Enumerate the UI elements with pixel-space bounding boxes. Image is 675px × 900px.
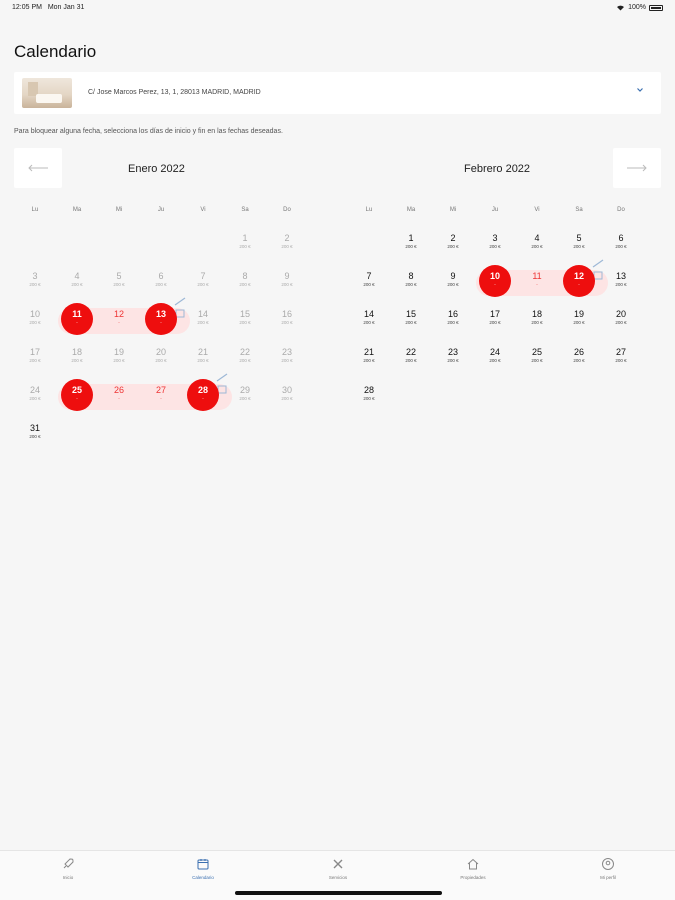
wifi-icon: [616, 4, 625, 11]
day-price: 200 €: [615, 244, 627, 249]
day-price: 200 €: [29, 282, 41, 287]
arrow-left-icon: [27, 164, 49, 172]
selected-day-marker: [61, 379, 93, 411]
day-number: 6: [158, 271, 164, 281]
day-number: 3: [492, 233, 498, 243]
day-number: 28: [363, 385, 374, 395]
day-price: 200 €: [281, 282, 293, 287]
day-price: 200 €: [71, 282, 83, 287]
day-price: 200 €: [113, 282, 125, 287]
selected-day-marker: [187, 379, 219, 411]
selected-day-marker: [61, 303, 93, 335]
weekday-label: Ju: [157, 207, 165, 213]
day-number: 26: [113, 385, 124, 395]
day-number: 8: [242, 271, 248, 281]
day-cell[interactable]: [14, 343, 56, 377]
day-price: 200 €: [155, 358, 167, 363]
day-number: 14: [363, 309, 374, 319]
day-number: 18: [531, 309, 542, 319]
day-cell[interactable]: [14, 419, 56, 453]
weekday-label: Mi: [449, 207, 457, 213]
day-cell[interactable]: [182, 305, 224, 339]
day-price: 200 €: [197, 320, 209, 325]
day-number: 19: [113, 347, 124, 357]
day-cell[interactable]: [516, 343, 558, 377]
day-price: 200 €: [29, 396, 41, 401]
house-icon: [466, 857, 480, 871]
tab-calendario[interactable]: [163, 857, 243, 880]
day-number: 7: [200, 271, 206, 281]
day-price: -: [160, 320, 162, 325]
day-number: 12: [113, 309, 124, 319]
weekday-label: Vi: [534, 207, 540, 213]
day-price: 200 €: [239, 396, 251, 401]
day-cell[interactable]: [600, 229, 642, 263]
day-number: 4: [74, 271, 80, 281]
day-cell[interactable]: [516, 229, 558, 263]
day-price: 200 €: [615, 282, 627, 287]
day-cell[interactable]: [558, 305, 600, 339]
day-price: 200 €: [281, 358, 293, 363]
calendar-icon: [196, 857, 210, 871]
page-title: Calendario: [14, 42, 97, 61]
selected-day-marker: [145, 303, 177, 335]
day-number: 5: [116, 271, 122, 281]
day-number: 6: [618, 233, 624, 243]
day-number: 15: [405, 309, 416, 319]
weekday-label: Do: [283, 207, 291, 213]
status-time: [12, 4, 84, 11]
day-number: 15: [239, 309, 250, 319]
day-number: 20: [155, 347, 166, 357]
day-price: 200 €: [113, 358, 125, 363]
tab-propiedades[interactable]: [433, 857, 513, 880]
next-month-button[interactable]: [613, 148, 661, 188]
day-number: 10: [489, 271, 500, 281]
day-number: 7: [366, 271, 372, 281]
status-date: Mon Jan 31: [47, 4, 85, 11]
status-indicators: [616, 4, 663, 11]
day-price: 200 €: [155, 282, 167, 287]
day-number: 17: [489, 309, 500, 319]
day-number: 21: [197, 347, 208, 357]
selected-day-marker: [563, 265, 595, 297]
day-cell[interactable]: [140, 305, 182, 339]
day-number: 11: [532, 271, 542, 281]
day-number: 27: [155, 385, 166, 395]
day-cell[interactable]: [390, 305, 432, 339]
day-number: 18: [71, 347, 82, 357]
day-cell[interactable]: [14, 267, 56, 301]
property-address: C/ Jose Marcos Perez, 13, 1, 28013 MADRID, MADRID: [88, 89, 261, 96]
day-cell[interactable]: [266, 229, 308, 263]
day-cell[interactable]: [224, 381, 266, 415]
day-cell[interactable]: [224, 267, 266, 301]
day-cell[interactable]: [266, 305, 308, 339]
day-price: 200 €: [405, 358, 417, 363]
previous-month-button[interactable]: [14, 148, 62, 188]
day-price: 200 €: [239, 320, 251, 325]
day-cell[interactable]: [516, 305, 558, 339]
property-thumbnail: [22, 78, 72, 108]
day-price: 200 €: [363, 320, 375, 325]
day-cell[interactable]: [56, 305, 98, 339]
day-cell[interactable]: [348, 381, 390, 415]
day-number: 13: [155, 309, 166, 319]
tab-servicios[interactable]: [298, 857, 378, 880]
tab-mi-perfil[interactable]: [568, 857, 648, 880]
day-cell[interactable]: [516, 267, 558, 301]
weekday-label: Ma: [406, 207, 416, 213]
day-price: 200 €: [447, 320, 459, 325]
day-cell[interactable]: [98, 267, 140, 301]
day-cell[interactable]: [266, 343, 308, 377]
day-number: 1: [242, 233, 248, 243]
tab-label: Propiedades: [460, 875, 486, 880]
day-cell[interactable]: [474, 229, 516, 263]
day-number: 14: [197, 309, 208, 319]
day-price: 200 €: [489, 320, 501, 325]
day-cell[interactable]: [266, 381, 308, 415]
day-cell[interactable]: [56, 267, 98, 301]
day-price: 200 €: [71, 358, 83, 363]
day-number: 4: [534, 233, 540, 243]
day-number: 11: [72, 309, 82, 319]
day-cell[interactable]: [558, 267, 600, 301]
day-cell[interactable]: [390, 229, 432, 263]
day-price: -: [118, 320, 120, 325]
day-number: 16: [281, 309, 292, 319]
day-cell[interactable]: [140, 267, 182, 301]
day-price: 200 €: [531, 244, 543, 249]
day-price: 200 €: [615, 320, 627, 325]
weekday-label: Ma: [72, 207, 82, 213]
day-price: 200 €: [531, 320, 543, 325]
day-price: 200 €: [363, 358, 375, 363]
day-cell[interactable]: [182, 343, 224, 377]
day-cell[interactable]: [224, 343, 266, 377]
day-number: 9: [284, 271, 290, 281]
day-price: 200 €: [489, 244, 501, 249]
day-cell[interactable]: [348, 305, 390, 339]
day-price: 200 €: [447, 358, 459, 363]
day-cell[interactable]: [600, 267, 642, 301]
day-number: 10: [29, 309, 40, 319]
day-price: 200 €: [281, 320, 293, 325]
tools-icon: [331, 857, 345, 871]
day-price: -: [76, 320, 78, 325]
weekday-label: Lu: [31, 207, 39, 213]
day-cell[interactable]: [224, 305, 266, 339]
day-number: 31: [29, 423, 40, 433]
status-bar: [0, 0, 675, 16]
status-clock: 12:05 PM: [12, 4, 42, 11]
day-price: 200 €: [489, 358, 501, 363]
day-cell[interactable]: [432, 343, 474, 377]
day-price: 200 €: [29, 320, 41, 325]
day-cell[interactable]: [432, 229, 474, 263]
property-selector[interactable]: [14, 72, 661, 114]
day-number: 9: [450, 271, 456, 281]
day-price: 200 €: [363, 282, 375, 287]
day-number: 21: [363, 347, 374, 357]
day-cell[interactable]: [14, 381, 56, 415]
day-cell[interactable]: [600, 343, 642, 377]
day-price: 200 €: [363, 396, 375, 401]
day-cell[interactable]: [474, 305, 516, 339]
month-title-january: Enero 2022: [128, 163, 185, 175]
day-number: 28: [197, 385, 208, 395]
user-icon: [601, 857, 615, 871]
day-price: 200 €: [281, 244, 293, 249]
day-price: -: [536, 282, 538, 287]
day-cell[interactable]: [348, 267, 390, 301]
day-number: 27: [615, 347, 626, 357]
day-price: -: [118, 396, 120, 401]
day-cell[interactable]: [474, 267, 516, 301]
weekday-label: Lu: [365, 207, 373, 213]
day-price: 200 €: [239, 358, 251, 363]
day-price: 200 €: [405, 282, 417, 287]
day-cell[interactable]: [474, 343, 516, 377]
day-price: 200 €: [197, 282, 209, 287]
day-price: 200 €: [239, 282, 251, 287]
day-number: 30: [281, 385, 292, 395]
month-title-february: Febrero 2022: [464, 163, 531, 175]
day-number: 25: [531, 347, 542, 357]
day-price: 200 €: [29, 434, 41, 439]
day-number: 23: [281, 347, 292, 357]
day-number: 1: [408, 233, 414, 243]
day-number: 22: [239, 347, 250, 357]
tab-label: Inicio: [62, 875, 74, 880]
day-cell[interactable]: [266, 267, 308, 301]
day-cell[interactable]: [98, 381, 140, 415]
arrow-right-icon: [626, 164, 648, 172]
day-price: 200 €: [531, 358, 543, 363]
weekday-label: Sa: [241, 207, 249, 213]
day-cell[interactable]: [432, 305, 474, 339]
day-number: 8: [408, 271, 414, 281]
day-number: 24: [489, 347, 500, 357]
tab-label: Mi perfil: [600, 875, 616, 880]
day-number: 3: [32, 271, 38, 281]
day-price: 200 €: [239, 244, 251, 249]
day-price: -: [202, 396, 204, 401]
day-price: 200 €: [573, 320, 585, 325]
day-cell[interactable]: [558, 343, 600, 377]
day-price: 200 €: [281, 396, 293, 401]
day-price: 200 €: [573, 358, 585, 363]
rocket-icon: [61, 857, 75, 871]
day-cell[interactable]: [98, 305, 140, 339]
battery-percent: 100%: [628, 4, 646, 11]
day-number: 25: [71, 385, 82, 395]
day-price: -: [578, 282, 580, 287]
day-cell[interactable]: [56, 343, 98, 377]
day-price: 200 €: [405, 320, 417, 325]
day-number: 24: [29, 385, 40, 395]
battery-icon: [649, 5, 663, 11]
day-number: 20: [615, 309, 626, 319]
day-number: 22: [405, 347, 416, 357]
tab-label: Calendario: [192, 875, 214, 880]
tab-label: Servicios: [328, 875, 348, 880]
day-number: 13: [615, 271, 626, 281]
day-price: -: [494, 282, 496, 287]
day-cell[interactable]: [390, 267, 432, 301]
day-cell[interactable]: [558, 229, 600, 263]
day-price: 200 €: [447, 282, 459, 287]
day-number: 26: [573, 347, 584, 357]
day-cell[interactable]: [600, 305, 642, 339]
day-cell[interactable]: [140, 343, 182, 377]
weekday-label: Sa: [575, 207, 583, 213]
day-price: 200 €: [405, 244, 417, 249]
day-price: 200 €: [615, 358, 627, 363]
day-number: 23: [447, 347, 458, 357]
selected-day-marker: [479, 265, 511, 297]
day-price: -: [76, 396, 78, 401]
tab-inicio[interactable]: [28, 857, 108, 880]
day-cell[interactable]: [348, 343, 390, 377]
day-number: 5: [576, 233, 582, 243]
day-price: 200 €: [447, 244, 459, 249]
day-cell[interactable]: [182, 381, 224, 415]
weekday-label: Vi: [200, 207, 206, 213]
day-number: 12: [573, 271, 584, 281]
day-number: 16: [447, 309, 458, 319]
home-indicator: [235, 891, 442, 895]
helper-text: Para bloquear alguna fecha, selecciona los días de inicio y fin en las fechas deseadas.: [14, 128, 283, 135]
day-price: 200 €: [29, 358, 41, 363]
weekday-label: Do: [617, 207, 625, 213]
day-number: 2: [450, 233, 456, 243]
day-cell[interactable]: [14, 305, 56, 339]
day-cell[interactable]: [182, 267, 224, 301]
chevron-down-icon[interactable]: [635, 85, 645, 95]
day-price: 200 €: [197, 358, 209, 363]
weekday-label: Ju: [491, 207, 499, 213]
day-cell[interactable]: [56, 381, 98, 415]
day-number: 17: [29, 347, 40, 357]
day-cell[interactable]: [390, 343, 432, 377]
day-number: 19: [573, 309, 584, 319]
day-cell[interactable]: [140, 381, 182, 415]
day-cell[interactable]: [432, 267, 474, 301]
day-number: 29: [239, 385, 250, 395]
day-cell[interactable]: [98, 343, 140, 377]
day-number: 2: [284, 233, 290, 243]
day-cell[interactable]: [224, 229, 266, 263]
weekday-label: Mi: [115, 207, 123, 213]
day-price: -: [160, 396, 162, 401]
day-price: 200 €: [573, 244, 585, 249]
